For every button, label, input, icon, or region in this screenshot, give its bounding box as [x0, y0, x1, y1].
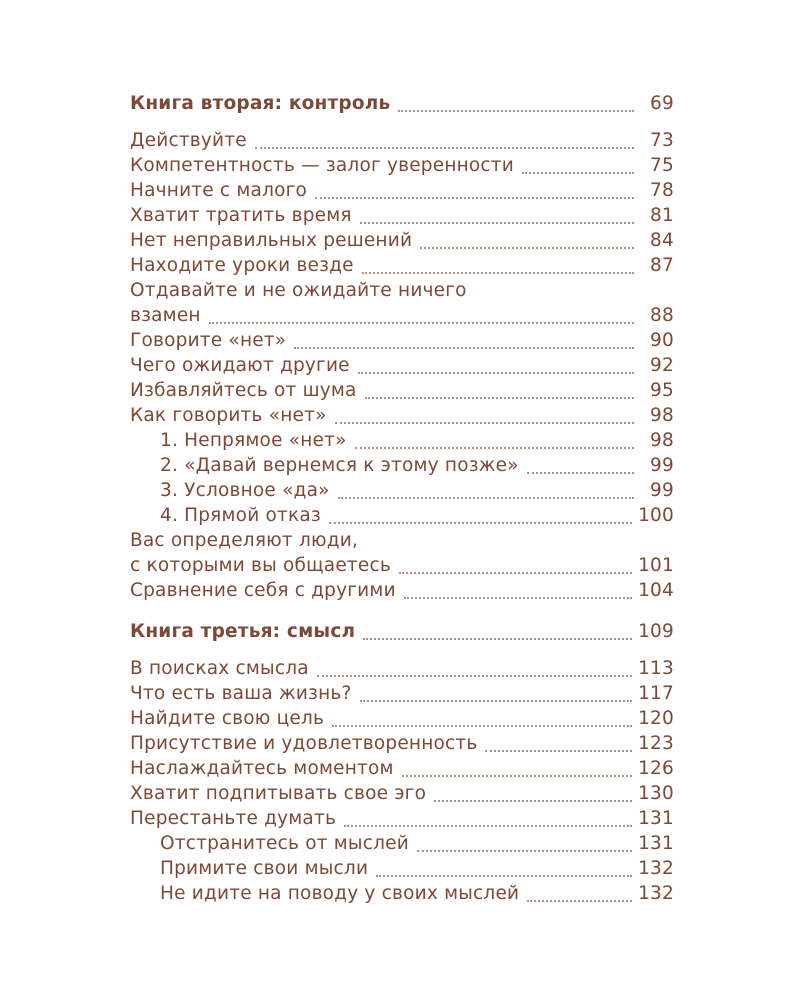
toc-entry — [130, 553, 674, 578]
toc-page-number: 84 — [650, 230, 674, 251]
toc-entry-label: 2. «Давай вернемся к этому позже» — [160, 455, 519, 476]
dotted-leader — [398, 110, 634, 112]
toc-page-number: 132 — [638, 858, 674, 879]
toc-page-number: 131 — [638, 833, 674, 854]
dotted-leader — [360, 700, 633, 702]
toc-entry — [130, 478, 674, 503]
toc-entry — [130, 253, 674, 278]
toc-entry — [130, 128, 674, 153]
toc-page-number: 87 — [650, 255, 674, 276]
toc-page-number: 113 — [638, 658, 674, 679]
dotted-leader — [402, 775, 632, 777]
dotted-leader — [376, 875, 632, 877]
toc-entry-label: Перестаньте думать — [130, 808, 337, 829]
dotted-leader — [329, 522, 632, 524]
toc-entry — [130, 731, 674, 756]
toc-entry — [130, 403, 674, 428]
toc-page-number: 95 — [650, 380, 674, 401]
toc-entry-label: Компетентность — залог уверенности — [130, 155, 514, 176]
toc-entry-label: Что есть ваша жизнь? — [130, 683, 352, 704]
toc-entry — [130, 806, 674, 831]
toc-entry-label: Присутствие и удовлетворенность — [130, 733, 478, 754]
toc-entry-label: 4. Прямой отказ — [160, 505, 321, 526]
toc-entry — [130, 228, 674, 253]
toc-page-number: 81 — [650, 205, 674, 226]
toc-entry — [130, 428, 674, 453]
toc-page-number: 99 — [650, 480, 674, 501]
toc-entry — [130, 153, 674, 178]
toc-page-number: 120 — [638, 708, 674, 729]
toc-page-number: 75 — [650, 155, 674, 176]
toc-entry-label: Чего ожидают другие — [130, 355, 350, 376]
toc-entry — [130, 91, 674, 116]
dotted-leader — [338, 497, 634, 499]
toc-entry-label: Не идите на поводу у своих мыслей — [160, 883, 520, 904]
dotted-leader — [360, 222, 634, 224]
toc-entry — [130, 781, 674, 806]
toc-page-number: 73 — [650, 130, 674, 151]
toc-entry-label: Хватит тратить время — [130, 205, 352, 226]
dotted-leader — [527, 472, 634, 474]
dotted-leader — [527, 900, 632, 902]
toc-entry-label: 1. Непрямое «нет» — [160, 430, 347, 451]
toc-entry — [130, 619, 674, 644]
dotted-leader — [358, 372, 634, 374]
toc-entry — [130, 178, 674, 203]
dotted-leader — [255, 147, 634, 149]
toc-entry — [130, 831, 674, 856]
toc-entry-label: Книга вторая: контроль — [130, 93, 391, 114]
dotted-leader — [434, 800, 632, 802]
toc-page-number: 132 — [638, 883, 674, 904]
dotted-leader — [420, 247, 634, 249]
dotted-leader — [362, 272, 634, 274]
dotted-leader — [363, 638, 632, 640]
dotted-leader — [355, 447, 634, 449]
toc-page-number: 69 — [650, 93, 674, 114]
toc-entry-label: Начните с малого — [130, 180, 308, 201]
toc-entry — [130, 756, 674, 781]
toc-entry — [130, 578, 674, 603]
toc-entry — [130, 353, 674, 378]
dotted-leader — [335, 422, 634, 424]
toc-entry — [130, 303, 674, 328]
table-of-contents — [130, 91, 674, 906]
dotted-leader — [417, 850, 632, 852]
toc-page-number: 99 — [650, 455, 674, 476]
toc-entry — [130, 453, 674, 478]
dotted-leader — [404, 597, 632, 599]
toc-entry-label: В поисках смысла — [130, 658, 309, 679]
toc-entry-label: Хватит подпитывать свое эго — [130, 783, 427, 804]
dotted-leader — [209, 322, 634, 324]
toc-page-number: 100 — [638, 505, 674, 526]
toc-entry-label: Находите уроки везде — [130, 255, 354, 276]
toc-page-number: 98 — [650, 405, 674, 426]
toc-entry-label: с которыми вы общаетесь — [130, 555, 391, 576]
toc-page-number: 90 — [650, 330, 674, 351]
toc-entry-label: Как говорить «нет» — [130, 405, 327, 426]
dotted-leader — [332, 725, 632, 727]
toc-entry — [130, 378, 674, 403]
toc-entry-label: Примите свои мысли — [160, 858, 369, 879]
toc-page-number: 104 — [638, 580, 674, 601]
toc-entry-label: взамен — [130, 305, 201, 326]
toc-page-number: 126 — [638, 758, 674, 779]
toc-page-number: 101 — [638, 555, 674, 576]
toc-entry-label: Нет неправильных решений — [130, 230, 413, 251]
dotted-leader — [485, 750, 632, 752]
toc-entry — [130, 503, 674, 528]
dotted-leader — [365, 397, 634, 399]
toc-entry-label: Действуйте — [130, 130, 247, 151]
toc-entry-label: Отдавайте и не ожидайте ничего — [130, 280, 467, 301]
toc-entry — [130, 528, 674, 553]
toc-page-number: 117 — [638, 683, 674, 704]
toc-page-number: 78 — [650, 180, 674, 201]
toc-entry — [130, 278, 674, 303]
toc-entry-label: Говорите «нет» — [130, 330, 287, 351]
toc-entry — [130, 681, 674, 706]
toc-entry — [130, 656, 674, 681]
toc-page-number: 131 — [638, 808, 674, 829]
toc-entry-label: Книга третья: смысл — [130, 621, 356, 642]
toc-entry-label: Избавляйтесь от шума — [130, 380, 357, 401]
dotted-leader — [294, 347, 634, 349]
dotted-leader — [317, 675, 632, 677]
toc-entry-label: Наслаждайтесь моментом — [130, 758, 394, 779]
toc-page-number: 123 — [638, 733, 674, 754]
toc-entry-label: 3. Условное «да» — [160, 480, 330, 501]
toc-page-number: 92 — [650, 355, 674, 376]
toc-entry — [130, 881, 674, 906]
toc-entry-label: Найдите свою цель — [130, 708, 325, 729]
dotted-leader — [399, 572, 632, 574]
toc-entry — [130, 203, 674, 228]
toc-entry — [130, 706, 674, 731]
toc-page-number: 109 — [638, 621, 674, 642]
toc-entry-label: Вас определяют люди, — [130, 530, 359, 551]
toc-page-number: 88 — [650, 305, 674, 326]
dotted-leader — [315, 197, 634, 199]
toc-entry — [130, 328, 674, 353]
toc-page-number: 98 — [650, 430, 674, 451]
toc-entry-label: Отстранитесь от мыслей — [160, 833, 409, 854]
toc-entry-label: Сравнение себя с другими — [130, 580, 396, 601]
dotted-leader — [522, 172, 634, 174]
toc-page-number: 130 — [638, 783, 674, 804]
toc-entry — [130, 856, 674, 881]
dotted-leader — [344, 825, 632, 827]
